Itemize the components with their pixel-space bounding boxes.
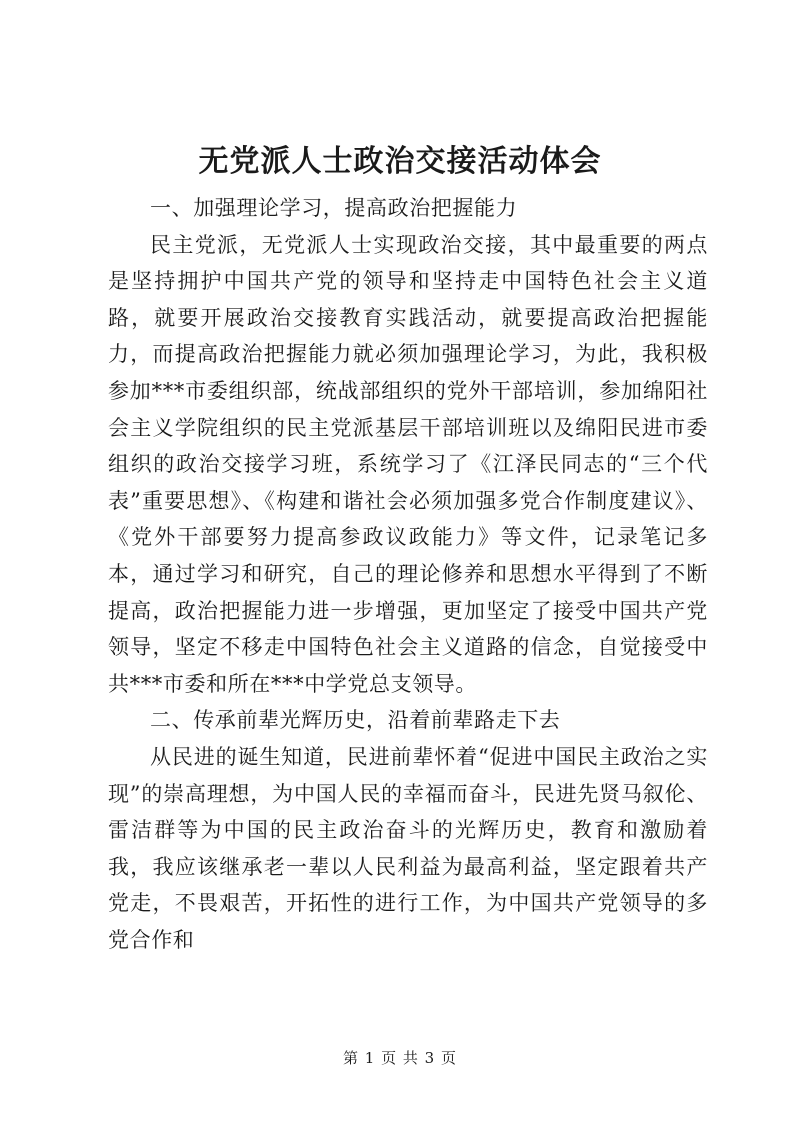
section-heading-2: 二、传承前辈光辉历史，沿着前辈路走下去	[150, 708, 561, 733]
page-footer: 第 1 页 共 3 页	[343, 1049, 457, 1067]
body-paragraph-2: 从民进的诞生知道，民进前辈怀着“促进中国民主政治之实现”的崇高理想，为中国人民的幸福而奋斗，民进先贤马叙伦、雷洁群等为中国的民主政治奋斗的光辉历史，教育和激励着我，我应该继承老一辈以人民利益为最高利益，坚定跟着共产党走，不畏艰苦，开拓性的进行工作，为中国共产党领导的多党合作和	[108, 744, 708, 952]
document-title: 无党派人士政治交接活动体会	[198, 144, 602, 179]
section-heading-1: 一、加强理论学习，提高政治把握能力	[150, 196, 518, 220]
document-body	[108, 190, 708, 958]
body-paragraph-1: 民主党派，无党派人士实现政治交接，其中最重要的两点是坚持拥护中国共产党的领导和坚持走中国特色社会主义道路，就要开展政治交接教育实践活动，就要提高政治把握能力，而提高政治把握能力就必须加强理论学习，为此，我积极参加***市委组织部，统战部组织的党外干部培训，参加绵阳社会主义学院组织的民主党派基层干部培训班以及绵阳民进市委组织的政治交接学习班，系统学习了《江泽民同志的“三个代表”重要思想》、《构建和谐社会必须加强多党合作制度建议》、《党外干部要努力提高参政议政能力》等文件，记录笔记多本，通过学习和研究，自己的理论修养和思想水平得到了不断提高，政治把握能力进一步增强，更加坚定了接受中国共产党领导，坚定不移走中国特色社会主义道路的信念，自觉接受中共***市委和所在***中学党总支领导。	[108, 232, 708, 696]
